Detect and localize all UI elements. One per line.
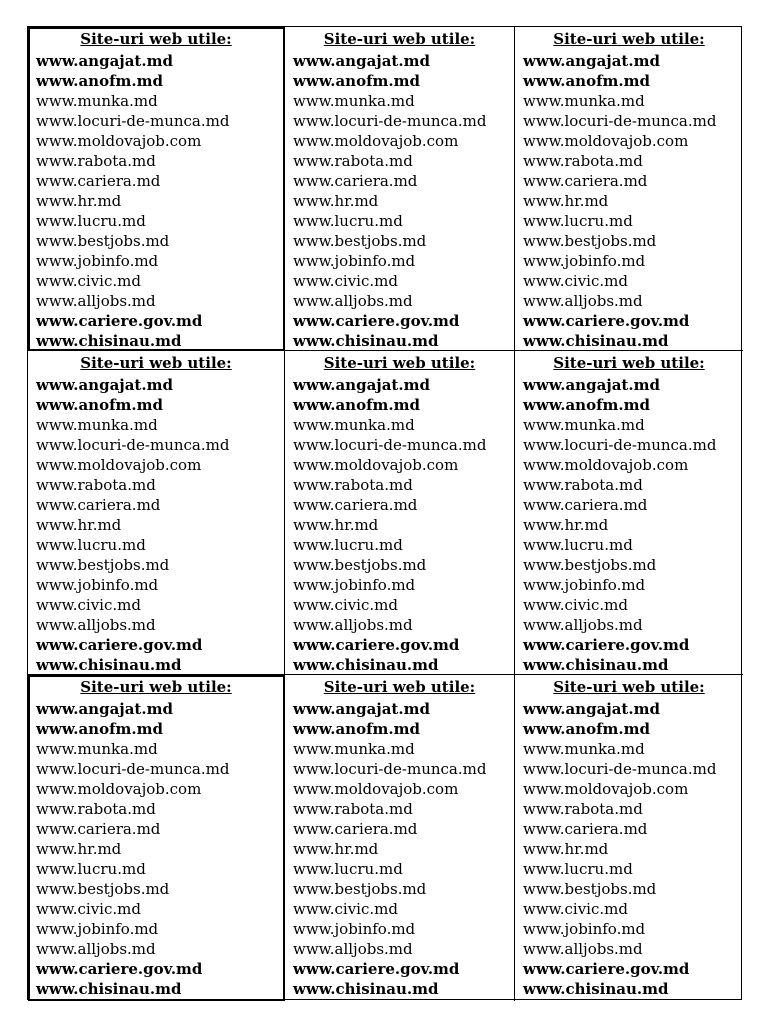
site-link: www.cariere.gov.md [36,960,203,978]
site-link: www.rabota.md [36,800,156,818]
site-card [285,27,515,351]
site-list [293,699,514,999]
site-link: www.cariera.md [523,496,648,514]
site-link: www.bestjobs.md [293,880,427,898]
site-card [515,351,743,675]
site-link: www.cariere.gov.md [523,312,690,330]
site-link: www.anofm.md [36,396,163,414]
site-link: www.angajat.md [36,52,173,70]
site-card [28,27,285,351]
site-link: www.rabota.md [293,800,413,818]
site-link: www.civic.md [293,596,398,614]
site-link: www.rabota.md [36,476,156,494]
site-link: www.lucru.md [36,536,146,554]
site-link: www.munka.md [36,416,158,434]
site-list [523,699,743,999]
site-link: www.civic.md [523,900,628,918]
site-link: www.moldovajob.com [36,132,202,150]
site-link: www.bestjobs.md [523,880,657,898]
site-link: www.rabota.md [293,152,413,170]
site-link: www.alljobs.md [293,292,413,310]
site-link: www.moldovajob.com [523,780,689,798]
site-link: www.lucru.md [36,212,146,230]
site-link: www.locuri-de-munca.md [523,112,717,130]
site-link: www.chisinau.md [36,980,182,998]
site-link: www.jobinfo.md [36,576,159,594]
site-link: www.cariere.gov.md [523,960,690,978]
site-link: www.chisinau.md [36,332,182,350]
site-link: www.lucru.md [36,860,146,878]
site-link: www.chisinau.md [293,332,439,350]
site-card [285,351,515,675]
card-title: Site-uri web utile: [323,30,476,48]
site-link: www.hr.md [523,192,609,210]
site-link: www.moldovajob.com [293,780,459,798]
site-link: www.angajat.md [36,700,173,718]
site-list [293,375,514,675]
site-link: www.lucru.md [293,536,403,554]
site-link: www.cariera.md [293,820,418,838]
site-link: www.locuri-de-munca.md [293,436,487,454]
site-link: www.civic.md [293,272,398,290]
site-link: www.anofm.md [523,72,650,90]
site-link: www.lucru.md [523,536,633,554]
site-link: www.bestjobs.md [36,556,170,574]
site-link: www.locuri-de-munca.md [523,436,717,454]
site-list [523,51,743,351]
site-link: www.civic.md [36,272,141,290]
site-link: www.lucru.md [293,860,403,878]
site-link: www.jobinfo.md [293,576,416,594]
site-link: www.hr.md [523,516,609,534]
site-card [28,675,285,1001]
site-card [285,675,515,1001]
site-link: www.angajat.md [293,376,430,394]
site-link: www.angajat.md [293,700,430,718]
site-link: www.jobinfo.md [523,252,646,270]
site-link: www.alljobs.md [523,616,643,634]
card-title: Site-uri web utile: [80,678,232,696]
site-link: www.hr.md [293,192,379,210]
site-link: www.cariera.md [293,172,418,190]
site-link: www.cariera.md [36,820,161,838]
site-link: www.civic.md [523,272,628,290]
site-link: www.jobinfo.md [36,252,159,270]
site-link: www.cariere.gov.md [293,636,460,654]
site-link: www.hr.md [523,840,609,858]
site-link: www.angajat.md [523,376,660,394]
site-link: www.locuri-de-munca.md [523,760,717,778]
site-card [515,27,743,351]
site-link: www.hr.md [36,516,122,534]
site-link: www.anofm.md [293,396,420,414]
site-link: www.rabota.md [523,152,643,170]
site-link: www.munka.md [36,92,158,110]
site-link: www.angajat.md [36,376,173,394]
site-link: www.angajat.md [523,700,660,718]
site-link: www.angajat.md [293,52,430,70]
site-link: www.chisinau.md [36,656,182,674]
site-link: www.bestjobs.md [36,232,170,250]
site-link: www.munka.md [523,92,645,110]
site-link: www.hr.md [293,516,379,534]
site-link: www.cariera.md [523,820,648,838]
site-link: www.jobinfo.md [293,920,416,938]
site-list [36,699,284,999]
site-link: www.chisinau.md [523,332,669,350]
site-link: www.alljobs.md [523,292,643,310]
site-link: www.munka.md [36,740,158,758]
site-link: www.cariere.gov.md [36,636,203,654]
site-link: www.cariere.gov.md [36,312,203,330]
site-link: www.angajat.md [523,52,660,70]
site-link: www.moldovajob.com [293,132,459,150]
site-link: www.anofm.md [36,72,163,90]
card-title: Site-uri web utile: [323,354,476,372]
site-link: www.munka.md [293,740,415,758]
site-list [36,375,284,675]
site-link: www.munka.md [293,92,415,110]
site-link: www.munka.md [293,416,415,434]
card-title: Site-uri web utile: [80,30,232,48]
site-link: www.rabota.md [523,800,643,818]
site-link: www.bestjobs.md [36,880,170,898]
site-link: www.lucru.md [523,212,633,230]
site-link: www.civic.md [36,900,141,918]
site-link: www.rabota.md [293,476,413,494]
site-link: www.alljobs.md [36,940,156,958]
site-link: www.lucru.md [293,212,403,230]
site-link: www.civic.md [293,900,398,918]
site-link: www.bestjobs.md [293,556,427,574]
card-title: Site-uri web utile: [80,354,232,372]
site-link: www.jobinfo.md [523,576,646,594]
site-link: www.munka.md [523,740,645,758]
site-link: www.locuri-de-munca.md [36,436,230,454]
site-link: www.chisinau.md [293,980,439,998]
site-link: www.cariera.md [36,496,161,514]
site-link: www.locuri-de-munca.md [293,112,487,130]
site-link: www.moldovajob.com [523,456,689,474]
site-link: www.moldovajob.com [36,456,202,474]
site-link: www.alljobs.md [293,616,413,634]
site-link: www.anofm.md [293,720,420,738]
site-card [28,351,285,675]
site-link: www.locuri-de-munca.md [293,760,487,778]
site-link: www.cariere.gov.md [523,636,690,654]
site-link: www.moldovajob.com [293,456,459,474]
site-link: www.bestjobs.md [523,232,657,250]
site-link: www.munka.md [523,416,645,434]
site-link: www.chisinau.md [293,656,439,674]
site-link: www.hr.md [36,192,122,210]
site-link: www.lucru.md [523,860,633,878]
site-link: www.chisinau.md [523,980,669,998]
site-link: www.moldovajob.com [523,132,689,150]
site-link: www.chisinau.md [523,656,669,674]
site-link: www.alljobs.md [293,940,413,958]
site-link: www.rabota.md [523,476,643,494]
site-link: www.anofm.md [293,72,420,90]
site-link: www.jobinfo.md [523,920,646,938]
site-link: www.bestjobs.md [293,232,427,250]
site-link: www.alljobs.md [36,292,156,310]
site-link: www.civic.md [523,596,628,614]
site-card [515,675,743,1001]
site-list [523,375,743,675]
site-link: www.cariere.gov.md [293,312,460,330]
site-link: www.jobinfo.md [293,252,416,270]
site-link: www.cariera.md [293,496,418,514]
site-link: www.locuri-de-munca.md [36,112,230,130]
site-link: www.cariera.md [523,172,648,190]
site-link: www.rabota.md [36,152,156,170]
site-list [293,51,514,351]
site-link: www.civic.md [36,596,141,614]
site-link: www.locuri-de-munca.md [36,760,230,778]
card-title: Site-uri web utile: [323,678,476,696]
site-link: www.jobinfo.md [36,920,159,938]
site-link: www.anofm.md [36,720,163,738]
site-link: www.alljobs.md [36,616,156,634]
site-link: www.alljobs.md [523,940,643,958]
site-list [36,51,284,351]
card-title: Site-uri web utile: [553,354,705,372]
card-title: Site-uri web utile: [553,678,705,696]
site-link: www.hr.md [36,840,122,858]
site-link: www.hr.md [293,840,379,858]
site-link: www.anofm.md [523,396,650,414]
card-title: Site-uri web utile: [553,30,705,48]
site-link: www.moldovajob.com [36,780,202,798]
site-link: www.bestjobs.md [523,556,657,574]
site-link: www.anofm.md [523,720,650,738]
site-link: www.cariere.gov.md [293,960,460,978]
site-link: www.cariera.md [36,172,161,190]
cut-out-sheet [27,26,742,1000]
